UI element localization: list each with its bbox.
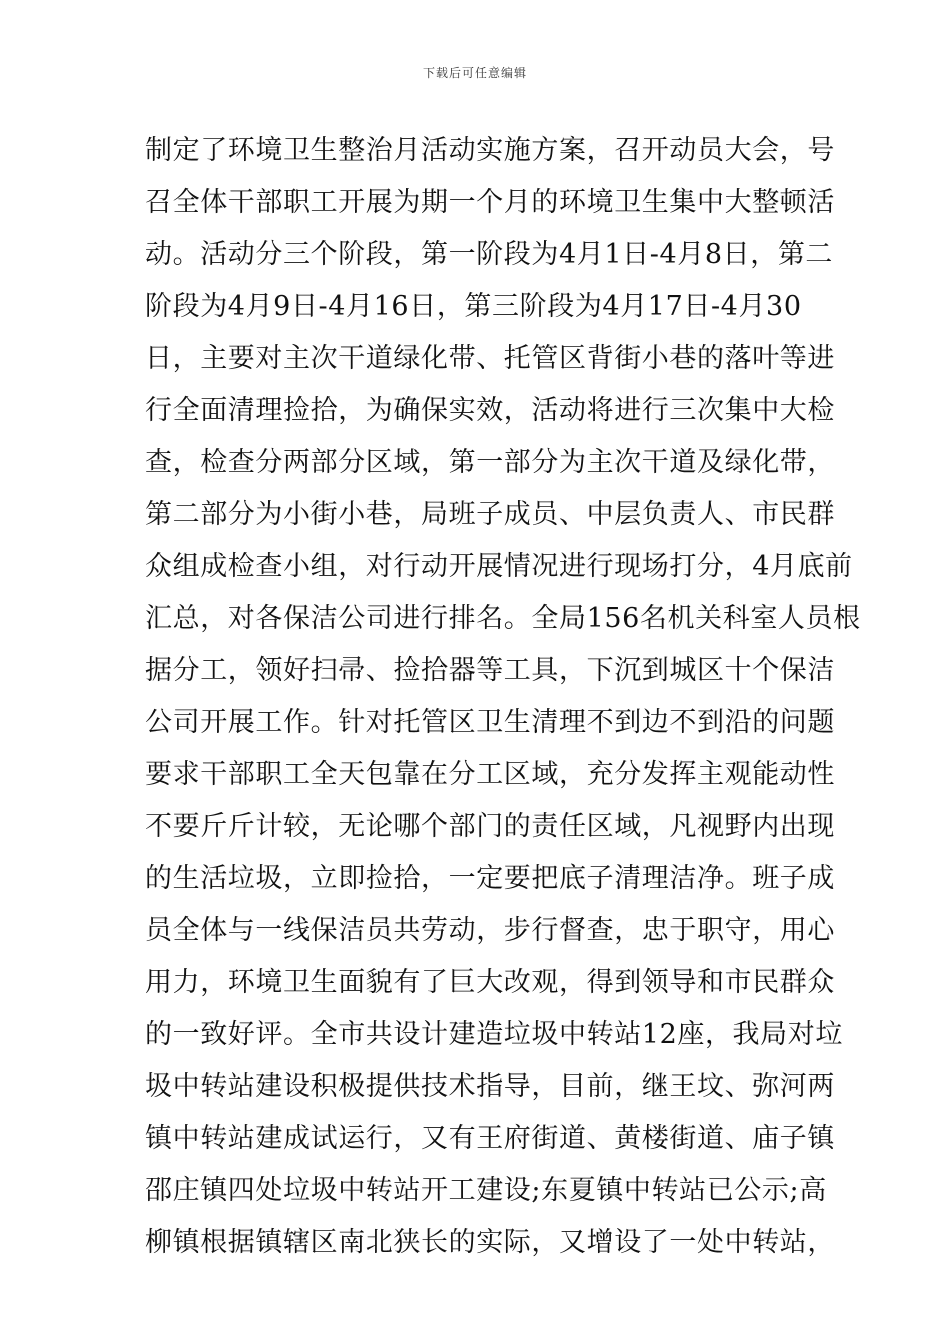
text-line: 查，检查分两部分区域，第一部分为主次干道及绿化带， [145,447,835,478]
text-line: 据分工，领好扫帚、捡拾器等工具，下沉到城区十个保洁 [145,655,835,686]
text-line: 日，主要对主次干道绿化带、托管区背街小巷的落叶等进 [145,343,835,374]
text-line: 圾中转站建设积极提供技术指导，目前，继王坟、弥河两 [145,1071,835,1102]
text-line: 柳镇根据镇辖区南北狭长的实际，又增设了一处中转站， [145,1227,835,1258]
text-line: 行全面清理捡拾，为确保实效，活动将进行三次集中大检 [145,395,835,426]
text-line: 动。活动分三个阶段，第一阶段为4月1日-4月8日，第二 [145,239,834,270]
text-line: 的一致好评。全市共设计建造垃圾中转站12座，我局对垃 [145,1019,843,1050]
text-line: 用力，环境卫生面貌有了巨大改观，得到领导和市民群众 [145,967,835,998]
text-line: 汇总，对各保洁公司进行排名。全局156名机关科室人员根 [145,603,861,634]
text-line: 召全体干部职工开展为期一个月的环境卫生集中大整顿活 [145,187,835,218]
text-line: 的生活垃圾，立即捡拾，一定要把底子清理洁净。班子成 [145,863,835,894]
text-line: 镇中转站建成试运行，又有王府街道、黄楼街道、庙子镇 [145,1123,835,1154]
text-line: 第二部分为小街小巷，局班子成员、中层负责人、市民群 [145,499,835,530]
text-line: 众组成检查小组，对行动开展情况进行现场打分，4月底前 [145,551,853,582]
page-header: 下载后可任意编辑 [422,66,527,80]
text-line: 不要斤斤计较，无论哪个部门的责任区域，凡视野内出现 [145,811,835,842]
text-line: 制定了环境卫生整治月活动实施方案，召开动员大会，号 [145,135,835,166]
text-line: 公司开展工作。针对托管区卫生清理不到边不到沿的问题 [145,707,835,738]
document-body [145,125,861,1269]
text-line: 阶段为4月9日-4月16日，第三阶段为4月17日-4月30 [145,291,802,322]
text-line: 员全体与一线保洁员共劳动，步行督查，忠于职守，用心 [145,915,835,946]
text-line: 邵庄镇四处垃圾中转站开工建设;东夏镇中转站已公示;高 [145,1175,827,1206]
text-line: 要求干部职工全天包靠在分工区域，充分发挥主观能动性 [145,759,835,790]
